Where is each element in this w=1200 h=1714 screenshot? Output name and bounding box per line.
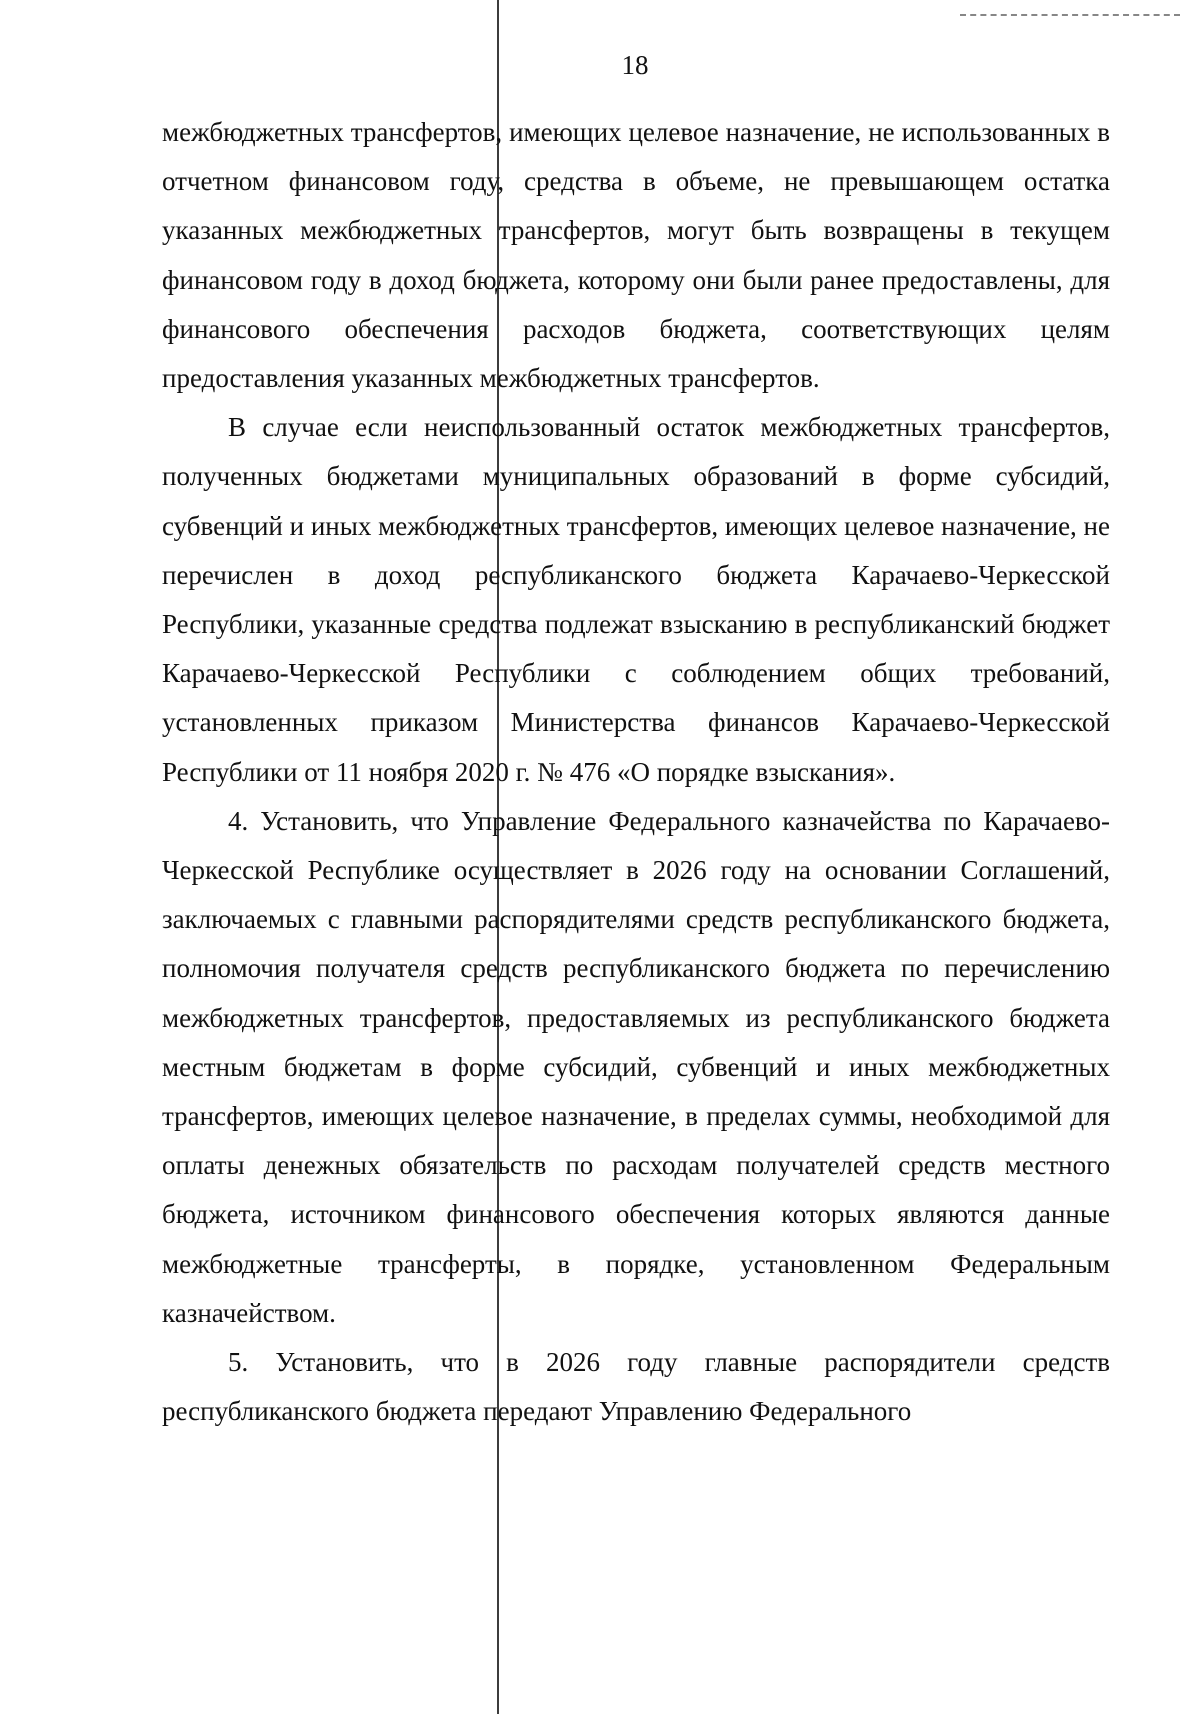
paragraph-continuation: межбюджетных трансфертов, имеющих целевое назначение, не использованных в отчетном финансовом году, средства в объеме, не превышающем остатка указанных межбюджетных трансфертов, могут быть возвращены в текущем финансовом году в доход бюджета, которому они были ранее предоставлены, для финансового обеспечения расходов бюджета, соответствующих целям предоставления указанных межбюджетных трансфертов.	[162, 117, 1110, 394]
body-text	[162, 108, 1110, 1436]
scan-artifact-dash	[960, 14, 1180, 18]
page-number: 18	[621, 50, 649, 80]
paragraph-item-4: 4. Установить, что Управление Федерального казначейства по Карачаево-Черкесской Республике осуществляет в 2026 году на основании Соглашений, заключаемых с главными распорядителями средств республиканского бюджета, полномочия получателя средств республиканского бюджета по перечислению межбюджетных трансфертов, предоставляемых из республиканского бюджета местным бюджетам в форме субсидий, субвенций и иных межбюджетных трансфертов, имеющих целевое назначение, в пределах суммы, необходимой для оплаты денежных обязательств по расходам получателей средств местного бюджета, источником финансового обеспечения которых являются данные межбюджетные трансферты, в порядке, установленном Федеральным казначейством.	[162, 805, 1110, 1328]
paragraph-item-5: 5. Установить, что в 2026 году главные распорядители средств республиканского бюджета передают Управлению Федерального	[162, 1347, 1110, 1427]
paragraph-unused-balance: В случае если неиспользованный остаток межбюджетных трансфертов, полученных бюджетами муниципальных образований в форме субсидий, субвенций и иных межбюджетных трансфертов, имеющих целевое назначение, не перечислен в доход республиканского бюджета Карачаево-Черкесской Республики, указанные средства подлежат взысканию в республиканский бюджет Карачаево-Черкесской Республики с соблюдением общих требований, установленных приказом Министерства финансов Карачаево-Черкесской Республики от 11 ноября 2020 г. № 476 «О порядке взыскания».	[162, 412, 1110, 787]
